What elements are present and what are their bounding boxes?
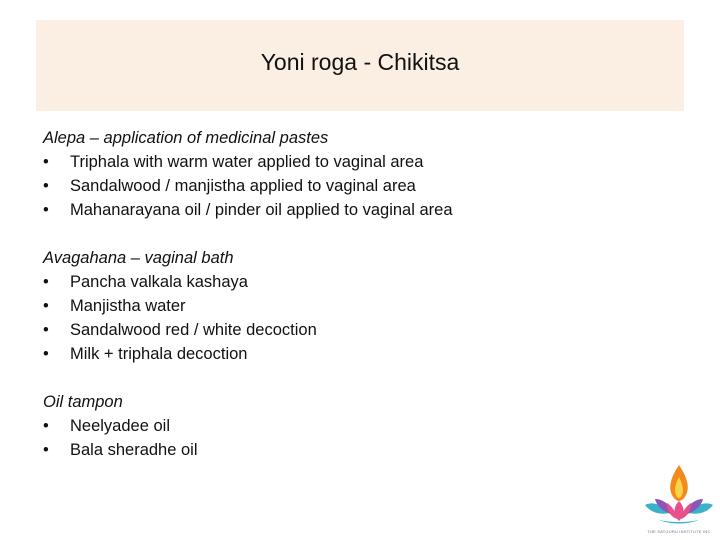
bullet-icon: • bbox=[43, 177, 49, 195]
slide-body bbox=[43, 126, 683, 486]
list-item bbox=[43, 270, 683, 294]
list-item bbox=[43, 150, 683, 174]
bullet-icon: • bbox=[43, 417, 49, 435]
bullet-icon: • bbox=[43, 273, 49, 291]
bullet-icon: • bbox=[43, 297, 49, 315]
list-item-text: Pancha valkala kashaya bbox=[70, 273, 248, 291]
list-item-text: Triphala with warm water applied to vaginal area bbox=[70, 153, 424, 171]
list-item-text: Sandalwood / manjistha applied to vaginal area bbox=[70, 177, 416, 195]
bullet-list bbox=[43, 414, 683, 462]
list-item bbox=[43, 342, 683, 366]
list-item-text: Sandalwood red / white decoction bbox=[70, 321, 317, 339]
bullet-icon: • bbox=[43, 201, 49, 219]
lotus-flame-logo-icon bbox=[641, 461, 717, 537]
list-item-text: Neelyadee oil bbox=[70, 417, 170, 435]
list-item-text: Bala sheradhe oil bbox=[70, 441, 198, 459]
bullet-icon: • bbox=[43, 441, 49, 459]
logo-caption: THE SATGURU INSTITUTE INC bbox=[647, 529, 711, 534]
list-item bbox=[43, 318, 683, 342]
title-band bbox=[36, 20, 684, 111]
section-avagahana bbox=[43, 246, 683, 366]
list-item bbox=[43, 174, 683, 198]
list-item bbox=[43, 438, 683, 462]
section-heading: Oil tampon bbox=[43, 393, 123, 411]
list-item-text: Milk + triphala decoction bbox=[70, 345, 248, 363]
list-item-text: Mahanarayana oil / pinder oil applied to vaginal area bbox=[70, 201, 453, 219]
bullet-icon: • bbox=[43, 153, 49, 171]
section-heading: Alepa – application of medicinal pastes bbox=[43, 129, 329, 147]
section-oil-tampon bbox=[43, 390, 683, 462]
list-item bbox=[43, 294, 683, 318]
section-alepa bbox=[43, 126, 683, 222]
bullet-list bbox=[43, 270, 683, 366]
bullet-icon: • bbox=[43, 321, 49, 339]
slide-title: Yoni roga - Chikitsa bbox=[260, 49, 460, 75]
section-heading: Avagahana – vaginal bath bbox=[43, 249, 234, 267]
list-item bbox=[43, 414, 683, 438]
bullet-list bbox=[43, 150, 683, 222]
logo-graphic bbox=[641, 461, 717, 529]
bullet-icon: • bbox=[43, 345, 49, 363]
list-item bbox=[43, 198, 683, 222]
list-item-text: Manjistha water bbox=[70, 297, 186, 315]
